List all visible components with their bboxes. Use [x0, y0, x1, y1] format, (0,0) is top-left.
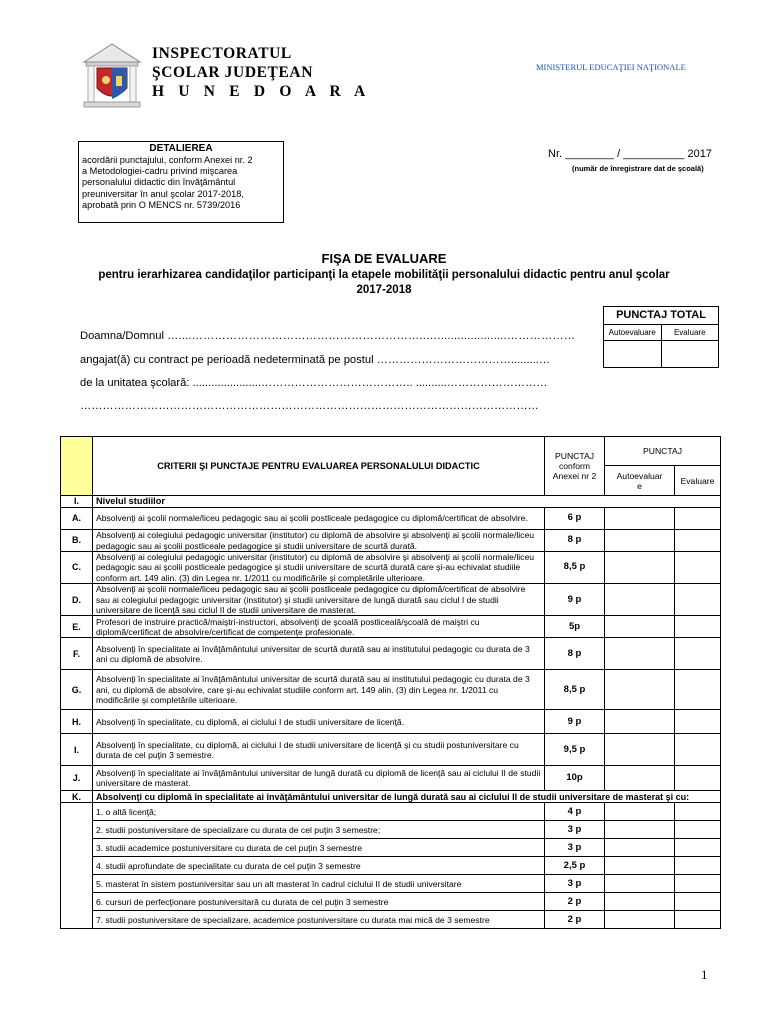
- criteria-text: Absolvenţi ai şcolii normale/liceu pedagogic sau ai şcolii postliceale pedagogice cu diplomă/certificat de absolvire.: [93, 508, 545, 530]
- institution-name: [152, 44, 370, 101]
- eval-cell[interactable]: [675, 638, 721, 670]
- criteria-text: Absolvenţi în specialitate, cu diplomă, ai ciclului I de studii universitare de licenţă.: [93, 710, 545, 734]
- criteria-points: 9,5 p: [545, 734, 605, 766]
- header-autoevaluare-line-2: e: [637, 480, 642, 491]
- self-eval-cell[interactable]: [605, 857, 675, 875]
- eval-cell[interactable]: [675, 839, 721, 857]
- self-eval-cell[interactable]: [605, 911, 675, 929]
- form-subtitle-line-2: 2017-2018: [356, 284, 412, 296]
- total-self-eval-field[interactable]: [604, 341, 661, 368]
- self-eval-cell[interactable]: [605, 875, 675, 893]
- criteria-row: [61, 710, 721, 734]
- detail-line: a Metodologiei-cadru privind mişcarea: [82, 166, 238, 177]
- detail-line: personalului didactic din învăţământul: [82, 177, 236, 188]
- eval-cell[interactable]: [675, 766, 721, 791]
- criteria-points: 5p: [545, 616, 605, 638]
- eval-cell[interactable]: [675, 857, 721, 875]
- k-row-id: K.: [61, 791, 93, 803]
- header-punctaj-conform-line-3: Anexei nr 2: [552, 471, 597, 481]
- k-item-points: 3 p: [545, 839, 605, 857]
- criteria-text: Absolvenţi ai colegiului pedagogic universitar (institutor) cu diplomă de absolvire şi absolvenţi ai şcolii normale/liceu pedagogic sau ai şcolii postliceale pedagogice şi studii universitare de scurtă durată care şi-au echivalat studiile conform art. 149 alin. (3) din Legea nr. 1/2011 cu modificările şi completările ulterioare.: [93, 552, 545, 584]
- eval-cell[interactable]: [675, 710, 721, 734]
- candidate-name-line[interactable]: [80, 330, 575, 342]
- detail-line: aprobată prin O MENCS nr. 5739/2016: [82, 199, 241, 210]
- criteria-text: Absolvenţi în specialitate ai învăţământului universitar de scurtă durată sau ai institutului pedagogic cu durata de 3 ani cu diplomă de absolvire.: [93, 638, 545, 670]
- k-item-text: 1. o altă licenţă;: [93, 803, 545, 821]
- k-item-text: 5. masterat în sistem postuniversitar sau un alt masterat în cadrul ciclului II de studii universitare: [93, 875, 545, 893]
- institution-line-1: INSPECTORATUL: [152, 45, 292, 62]
- criteria-row: [61, 734, 721, 766]
- detail-line: acordării punctajului, conform Anexei nr. 2: [82, 155, 253, 165]
- eval-cell[interactable]: [675, 893, 721, 911]
- criteria-row: [61, 530, 721, 552]
- k-item-text: 6. cursuri de perfecţionare postuniversitară cu durata de cel puţin 3 semestre: [93, 893, 545, 911]
- k-item-points: 2,5 p: [545, 857, 605, 875]
- criteria-text: Absolvenţi în specialitate ai învăţământului universitar de scurtă durată sau ai institutului pedagogic cu durata de 3 ani, cu diplomă de absolvire, care şi-au echivalat studiile conform art. 149 alin. (3) din Legea nr. 1/2011 cu modificările şi completările ulterioare.: [93, 670, 545, 710]
- criteria-points: 8,5 p: [545, 552, 605, 584]
- criteria-id: J.: [61, 766, 93, 791]
- criteria-points: 8 p: [545, 530, 605, 552]
- eval-cell[interactable]: [675, 875, 721, 893]
- criteria-id: E.: [61, 616, 93, 638]
- self-eval-cell[interactable]: [605, 839, 675, 857]
- self-eval-cell[interactable]: [605, 508, 675, 530]
- self-eval-cell[interactable]: [605, 710, 675, 734]
- criteria-points: 8 p: [545, 638, 605, 670]
- self-eval-cell[interactable]: [605, 584, 675, 616]
- candidate-position-line[interactable]: angajat(ă) cu contract pe perioadă nedeterminată pe postul ……………………………….........…: [80, 354, 551, 366]
- criteria-row: [61, 766, 721, 791]
- self-eval-cell[interactable]: [605, 734, 675, 766]
- criteria-points: 8,5 p: [545, 670, 605, 710]
- criteria-id: A.: [61, 508, 93, 530]
- eval-cell[interactable]: [675, 911, 721, 929]
- k-item-row: [61, 893, 721, 911]
- header-criteria: CRITERII ŞI PUNCTAJE PENTRU EVALUAREA PERSONALULUI DIDACTIC: [93, 437, 545, 496]
- k-item-row: [61, 857, 721, 875]
- k-item-points: 4 p: [545, 803, 605, 821]
- criteria-text: Profesori de instruire practică/maiştri-instructori, absolvenţi de şcoală postliceală/şcoală de maiştri cu diplomă/certificat de absolvire/certificat de competenţe profesionale.: [93, 616, 545, 638]
- criteria-points: 6 p: [545, 508, 605, 530]
- criteria-row: [61, 616, 721, 638]
- k-item-points: 3 p: [545, 821, 605, 839]
- total-score-box: [603, 306, 719, 368]
- k-item-row: [61, 821, 721, 839]
- eval-cell[interactable]: [675, 552, 721, 584]
- form-subtitle: [0, 268, 768, 298]
- institution-line-3: H U N E D O A R A: [152, 83, 371, 100]
- self-eval-cell[interactable]: [605, 821, 675, 839]
- criteria-points: 10p: [545, 766, 605, 791]
- criteria-row: [61, 508, 721, 530]
- criteria-points: 9 p: [545, 584, 605, 616]
- k-items-body: [61, 803, 721, 929]
- criteria-table: [60, 436, 721, 929]
- registration-number[interactable]: Nr. ________ / __________ 2017: [548, 148, 712, 160]
- eval-cell[interactable]: [675, 530, 721, 552]
- eval-cell[interactable]: [675, 734, 721, 766]
- k-item-points: 3 p: [545, 875, 605, 893]
- detail-line: preuniversitar în anul şcolar 2017-2018,: [82, 188, 244, 199]
- self-eval-cell[interactable]: [605, 766, 675, 791]
- criteria-row: [61, 670, 721, 710]
- header-punctaj: PUNCTAJ: [605, 437, 721, 466]
- criteria-body: [61, 508, 721, 791]
- registration-note: (număr de înregistrare dat de şcoală): [572, 164, 704, 173]
- self-eval-cell[interactable]: [605, 893, 675, 911]
- criteria-row: [61, 584, 721, 616]
- self-eval-cell[interactable]: [605, 803, 675, 821]
- k-items-spacer: [61, 803, 93, 929]
- candidate-name-dots: …....……………………………………………………..….....................………………: [167, 330, 576, 342]
- section-number: I.: [61, 496, 93, 508]
- eval-cell[interactable]: [675, 670, 721, 710]
- k-row-text: Absolvenţi cu diplomă în specialitate ai învăţământului universitar de lungă durată sau ai ciclului II de studii universitare de masterat şi cu:: [93, 791, 721, 803]
- criteria-id: B.: [61, 530, 93, 552]
- header-punctaj-conform-line-1: PUNCTAJ: [555, 451, 594, 461]
- candidate-extra-line[interactable]: ……………………………………………………………………………………………………………: [80, 400, 539, 412]
- total-self-eval-label: Autoevaluare: [608, 328, 656, 337]
- header-corner-cell: [61, 437, 93, 496]
- eval-cell[interactable]: [675, 508, 721, 530]
- section-row: [61, 496, 721, 508]
- criteria-id: D.: [61, 584, 93, 616]
- detail-title: DETALIEREA: [149, 143, 213, 154]
- ministry-name: MINISTERUL EDUCAŢIEI NAŢIONALE: [536, 62, 686, 72]
- institution-line-2: ŞCOLAR JUDEŢEAN: [152, 64, 314, 81]
- total-eval-field[interactable]: [661, 341, 719, 368]
- k-item-row: [61, 911, 721, 929]
- eval-cell[interactable]: [675, 584, 721, 616]
- k-item-points: 2 p: [545, 893, 605, 911]
- criteria-text: Absolvenţi în specialitate ai învăţământului universitar de lungă durată cu diplomă de licenţă sau ai ciclului II de studii universitare de masterat.: [93, 766, 545, 791]
- page-number: 1: [701, 967, 708, 982]
- header-punctaj-conform-line-2: conform: [558, 461, 591, 471]
- inspectorate-logo: [80, 42, 144, 110]
- criteria-points: 9 p: [545, 710, 605, 734]
- header-evaluare: Evaluare: [675, 466, 721, 496]
- form-subtitle-line-1: pentru ierarhizarea candidaţilor participanţi la etapele mobilităţii personalului didactic pentru anul şcolar: [98, 269, 670, 281]
- self-eval-cell[interactable]: [605, 638, 675, 670]
- k-item-text: 7. studii postuniversitare de specializare, academice postuniversitare cu durata mai mică de 3 semestre: [93, 911, 545, 929]
- k-item-text: 3. studii academice postuniversitare cu durata de cel puţin 3 semestre: [93, 839, 545, 857]
- self-eval-cell[interactable]: [605, 530, 675, 552]
- detail-box: [78, 141, 284, 223]
- self-eval-cell[interactable]: [605, 616, 675, 638]
- eval-cell[interactable]: [675, 616, 721, 638]
- total-score-title: PUNCTAJ TOTAL: [604, 307, 718, 325]
- k-item-text: 2. studii postuniversitare de specializare cu durata de cel puţin 3 semestre;: [93, 821, 545, 839]
- criteria-text: Absolvenţi ai colegiului pedagogic universitar (institutor) cu diplomă de absolvire şi absolvenţi ai şcolii normale/liceu pedagogic sau ai şcolii postliceale pedagogice şi studii universitare de scurtă durată.: [93, 530, 545, 552]
- k-item-text: 4. studii aprofundate de specialitate cu durata de cel puţin 3 semestre: [93, 857, 545, 875]
- k-row: [61, 791, 721, 803]
- criteria-text: Absolvenţi ai şcolii normale/liceu pedagogic sau ai şcolii postliceale pedagogice cu diplomă/certificat de absolvire sau ai colegiului pedagogic universitar (institutor) şi studii universitare de lungă durată sau ciclul I de studii universitare de licenţă sau ciclul II de studii universitare de masterat.: [93, 584, 545, 616]
- section-label: Nivelul studiilor: [93, 496, 721, 508]
- header-autoevaluare: [605, 466, 675, 496]
- eval-cell[interactable]: [675, 821, 721, 839]
- k-item-row: [61, 839, 721, 857]
- criteria-row: [61, 552, 721, 584]
- header-autoevaluare-line-1: Autoevaluar: [616, 470, 663, 481]
- criteria-id: H.: [61, 710, 93, 734]
- candidate-name-label: Doamna/Domnul: [80, 330, 164, 342]
- criteria-id: C.: [61, 552, 93, 584]
- header-punctaj-conform: [545, 437, 605, 496]
- k-item-row: [61, 803, 721, 821]
- criteria-id: G.: [61, 670, 93, 710]
- self-eval-cell[interactable]: [605, 552, 675, 584]
- candidate-school-line[interactable]: de la unitatea şcolară: ......................………………………………….. ..........………………………: [80, 377, 548, 389]
- k-item-row: [61, 875, 721, 893]
- criteria-row: [61, 638, 721, 670]
- criteria-id: F.: [61, 638, 93, 670]
- eval-cell[interactable]: [675, 803, 721, 821]
- k-item-points: 2 p: [545, 911, 605, 929]
- total-eval-label: Evaluare: [661, 325, 719, 340]
- criteria-text: Absolvenţi în specialitate, cu diplomă, ai ciclului I de studii universitare de licenţă şi cu studii postuniversitare cu durata de cel puţin 3 semestre.: [93, 734, 545, 766]
- criteria-id: I.: [61, 734, 93, 766]
- form-title: FIŞA DE EVALUARE: [321, 251, 447, 266]
- self-eval-cell[interactable]: [605, 670, 675, 710]
